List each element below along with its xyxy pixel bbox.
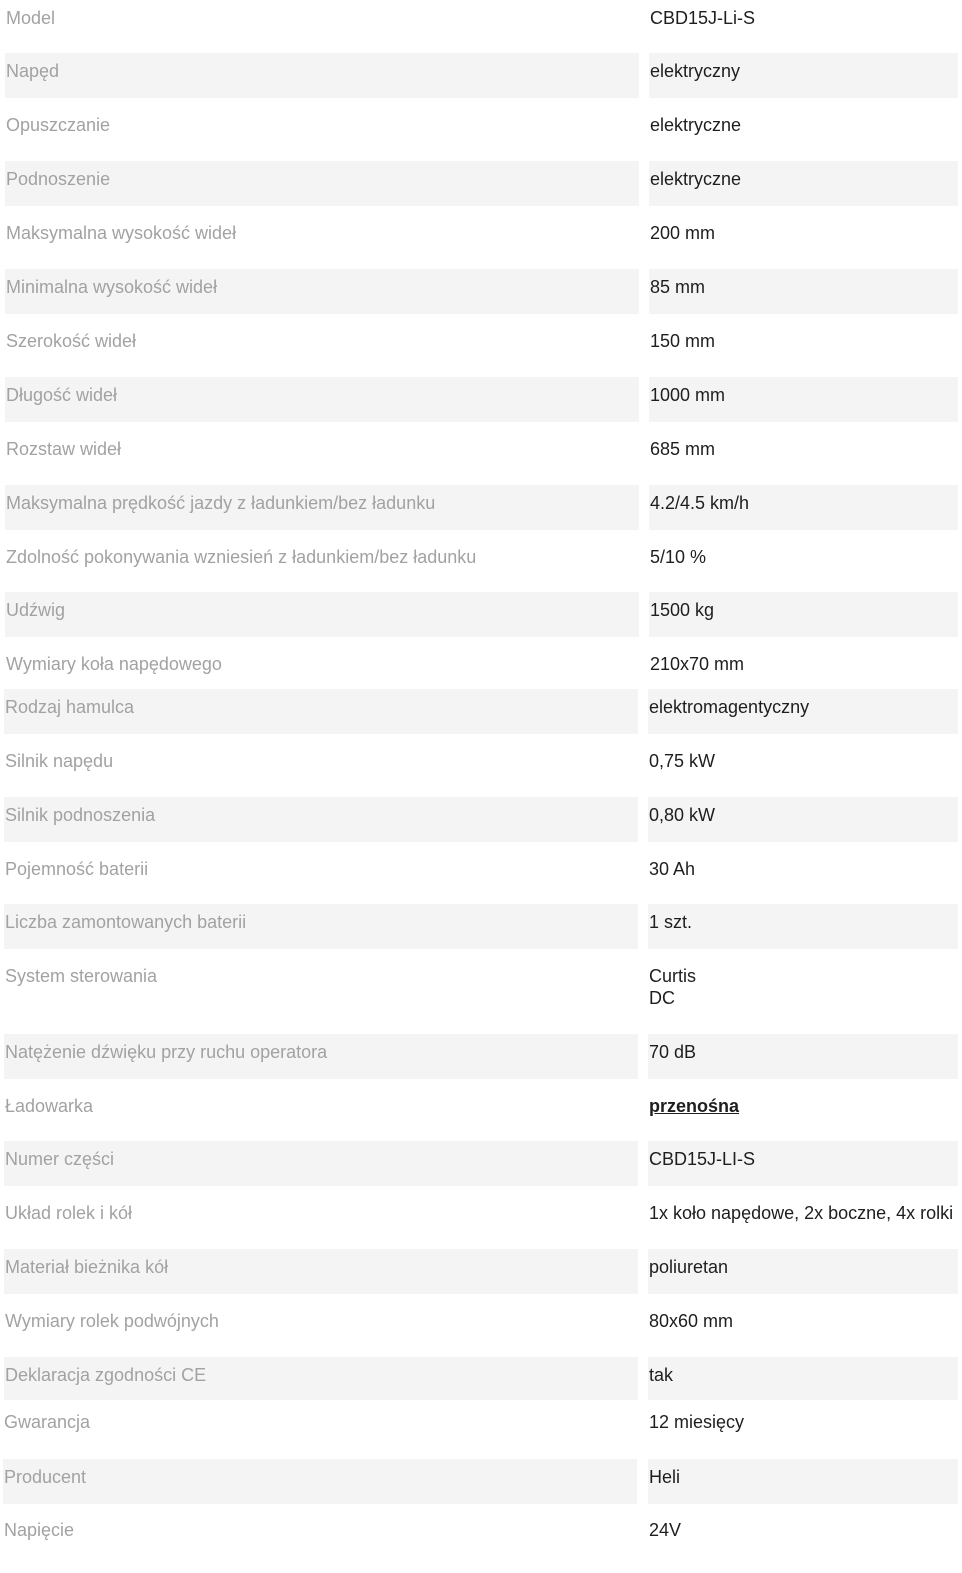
- spec-value-text: 80x60 mm: [649, 1311, 734, 1331]
- charger-link[interactable]: przenośna: [649, 1096, 740, 1116]
- spec-value: [649, 0, 958, 44]
- spec-row: [0, 646, 962, 688]
- spec-label: System sterowania: [5, 966, 158, 986]
- spec-value-text: 1000 mm: [650, 385, 726, 405]
- spec-label: Długość wideł: [5, 377, 639, 422]
- spec-label: Udźwig: [5, 592, 639, 637]
- spec-value: [649, 269, 958, 314]
- spec-label: Szerokość wideł: [6, 331, 137, 351]
- spec-value: [648, 689, 958, 734]
- spec-value-text: 685 mm: [650, 439, 716, 459]
- spec-value: [648, 743, 958, 788]
- spec-value: [648, 1357, 958, 1400]
- spec-row: [0, 1034, 962, 1079]
- spec-label: Wymiary koła napędowego: [6, 654, 222, 674]
- spec-label: Rodzaj hamulca: [4, 689, 638, 734]
- spec-value: [648, 1141, 958, 1186]
- spec-label: Silnik podnoszenia: [4, 797, 638, 842]
- spec-label: Maksymalna wysokość wideł: [6, 223, 237, 243]
- spec-label: Opuszczanie: [6, 115, 111, 135]
- spec-label: Zdolność pokonywania wzniesień z ładunkiem/bez ładunku: [6, 547, 477, 567]
- spec-value-text: 30 Ah: [649, 859, 696, 879]
- spec-row: [0, 1459, 962, 1504]
- spec-label: Rozstaw wideł: [6, 439, 122, 459]
- spec-row: [0, 689, 962, 734]
- spec-value-text: poliuretan: [649, 1257, 729, 1277]
- spec-value-text: 0,75 kW: [649, 751, 716, 771]
- spec-label: Deklaracja zgodności CE: [4, 1357, 638, 1400]
- spec-label: Minimalna wysokość wideł: [5, 269, 639, 314]
- spec-value-text: 85 mm: [650, 277, 706, 297]
- spec-row: [0, 1088, 962, 1133]
- spec-row: [0, 1357, 962, 1400]
- spec-row: [0, 958, 962, 1024]
- spec-row: [0, 485, 962, 530]
- spec-label: Układ rolek i kół: [5, 1203, 133, 1223]
- spec-value: [648, 1195, 958, 1240]
- spec-label: Liczba zamontowanych baterii: [4, 904, 638, 949]
- spec-row: [0, 323, 962, 368]
- spec-label: Napięcie: [4, 1520, 75, 1540]
- spec-label: Pojemność baterii: [5, 859, 149, 879]
- spec-label: Producent: [3, 1459, 637, 1504]
- spec-value-text: 200 mm: [650, 223, 716, 243]
- spec-value: [648, 958, 958, 1024]
- spec-value-text: 24V: [649, 1520, 682, 1540]
- spec-value: [649, 377, 958, 422]
- spec-label: Maksymalna prędkość jazdy z ładunkiem/bez ładunku: [5, 485, 639, 530]
- spec-row: [0, 0, 962, 44]
- spec-value: [648, 1249, 958, 1294]
- spec-value: [649, 53, 958, 98]
- spec-value: [649, 646, 958, 688]
- spec-row: [0, 1141, 962, 1186]
- spec-value: [648, 1459, 958, 1504]
- spec-value-text: 210x70 mm: [650, 654, 745, 674]
- spec-value-text: 70 dB: [649, 1042, 697, 1062]
- spec-row: [0, 53, 962, 98]
- spec-value-text: 150 mm: [650, 331, 716, 351]
- spec-value-text: CBD15J-LI-S: [649, 1149, 756, 1169]
- spec-label: Natężenie dźwięku przy ruchu operatora: [4, 1034, 638, 1079]
- spec-value-text: 5/10 %: [650, 547, 707, 567]
- spec-row: [0, 797, 962, 842]
- spec-row: [0, 1195, 962, 1240]
- spec-value: [648, 904, 958, 949]
- spec-label: Podnoszenie: [5, 161, 639, 206]
- spec-value-text: 4.2/4.5 km/h: [650, 493, 750, 513]
- spec-value-text: Curtis: [649, 966, 697, 986]
- spec-row: [0, 1303, 962, 1348]
- spec-row: [0, 904, 962, 949]
- spec-row: [0, 107, 962, 152]
- spec-value: [648, 851, 958, 896]
- spec-value: [648, 1303, 958, 1348]
- spec-row: [0, 743, 962, 788]
- spec-value: [649, 215, 958, 260]
- spec-value-text: elektryczny: [650, 61, 741, 81]
- spec-value-text: Heli: [649, 1467, 681, 1487]
- spec-value-text: 1 szt.: [649, 912, 693, 932]
- spec-value-text: elektryczne: [650, 115, 742, 135]
- spec-row: [0, 161, 962, 206]
- spec-row: [0, 1512, 962, 1557]
- spec-label: Materiał bieżnika kół: [4, 1249, 638, 1294]
- spec-value-text: elektryczne: [650, 169, 742, 189]
- spec-value: [649, 323, 958, 368]
- spec-value-text: CBD15J-Li-S: [650, 8, 756, 28]
- spec-row: [0, 431, 962, 476]
- spec-label: Napęd: [5, 53, 639, 98]
- spec-value-text: 1500 kg: [650, 600, 715, 620]
- spec-row: [0, 539, 962, 584]
- spec-value-text: 0,80 kW: [649, 805, 716, 825]
- spec-value: [648, 1512, 958, 1557]
- spec-value-text: 1x koło napędowe, 2x boczne, 4x rolki: [649, 1203, 954, 1223]
- spec-value: [648, 797, 958, 842]
- spec-value: [649, 485, 958, 530]
- spec-row: [0, 1402, 962, 1449]
- spec-value: [649, 431, 958, 476]
- spec-value: [648, 1034, 958, 1079]
- spec-value-text: 12 miesięcy: [649, 1412, 745, 1432]
- spec-label: Silnik napędu: [5, 751, 114, 771]
- spec-row: [0, 215, 962, 260]
- spec-value: [649, 539, 958, 584]
- spec-value-text: DC: [649, 988, 675, 1008]
- spec-row: [0, 851, 962, 896]
- spec-value: [649, 107, 958, 152]
- spec-row: [0, 1249, 962, 1294]
- spec-row: [0, 377, 962, 422]
- spec-label: Gwarancja: [4, 1412, 91, 1432]
- spec-value: [648, 1402, 958, 1449]
- spec-label: Wymiary rolek podwójnych: [5, 1311, 219, 1331]
- spec-label: Numer części: [4, 1141, 638, 1186]
- spec-row: [0, 592, 962, 637]
- spec-value: [649, 592, 958, 637]
- spec-label: Ładowarka: [5, 1096, 94, 1116]
- spec-value: [648, 1088, 958, 1133]
- spec-value-text: elektromagentyczny: [649, 697, 810, 717]
- spec-label: Model: [6, 8, 56, 28]
- spec-row: [0, 269, 962, 314]
- spec-value: [649, 161, 958, 206]
- spec-value-text: tak: [649, 1365, 674, 1385]
